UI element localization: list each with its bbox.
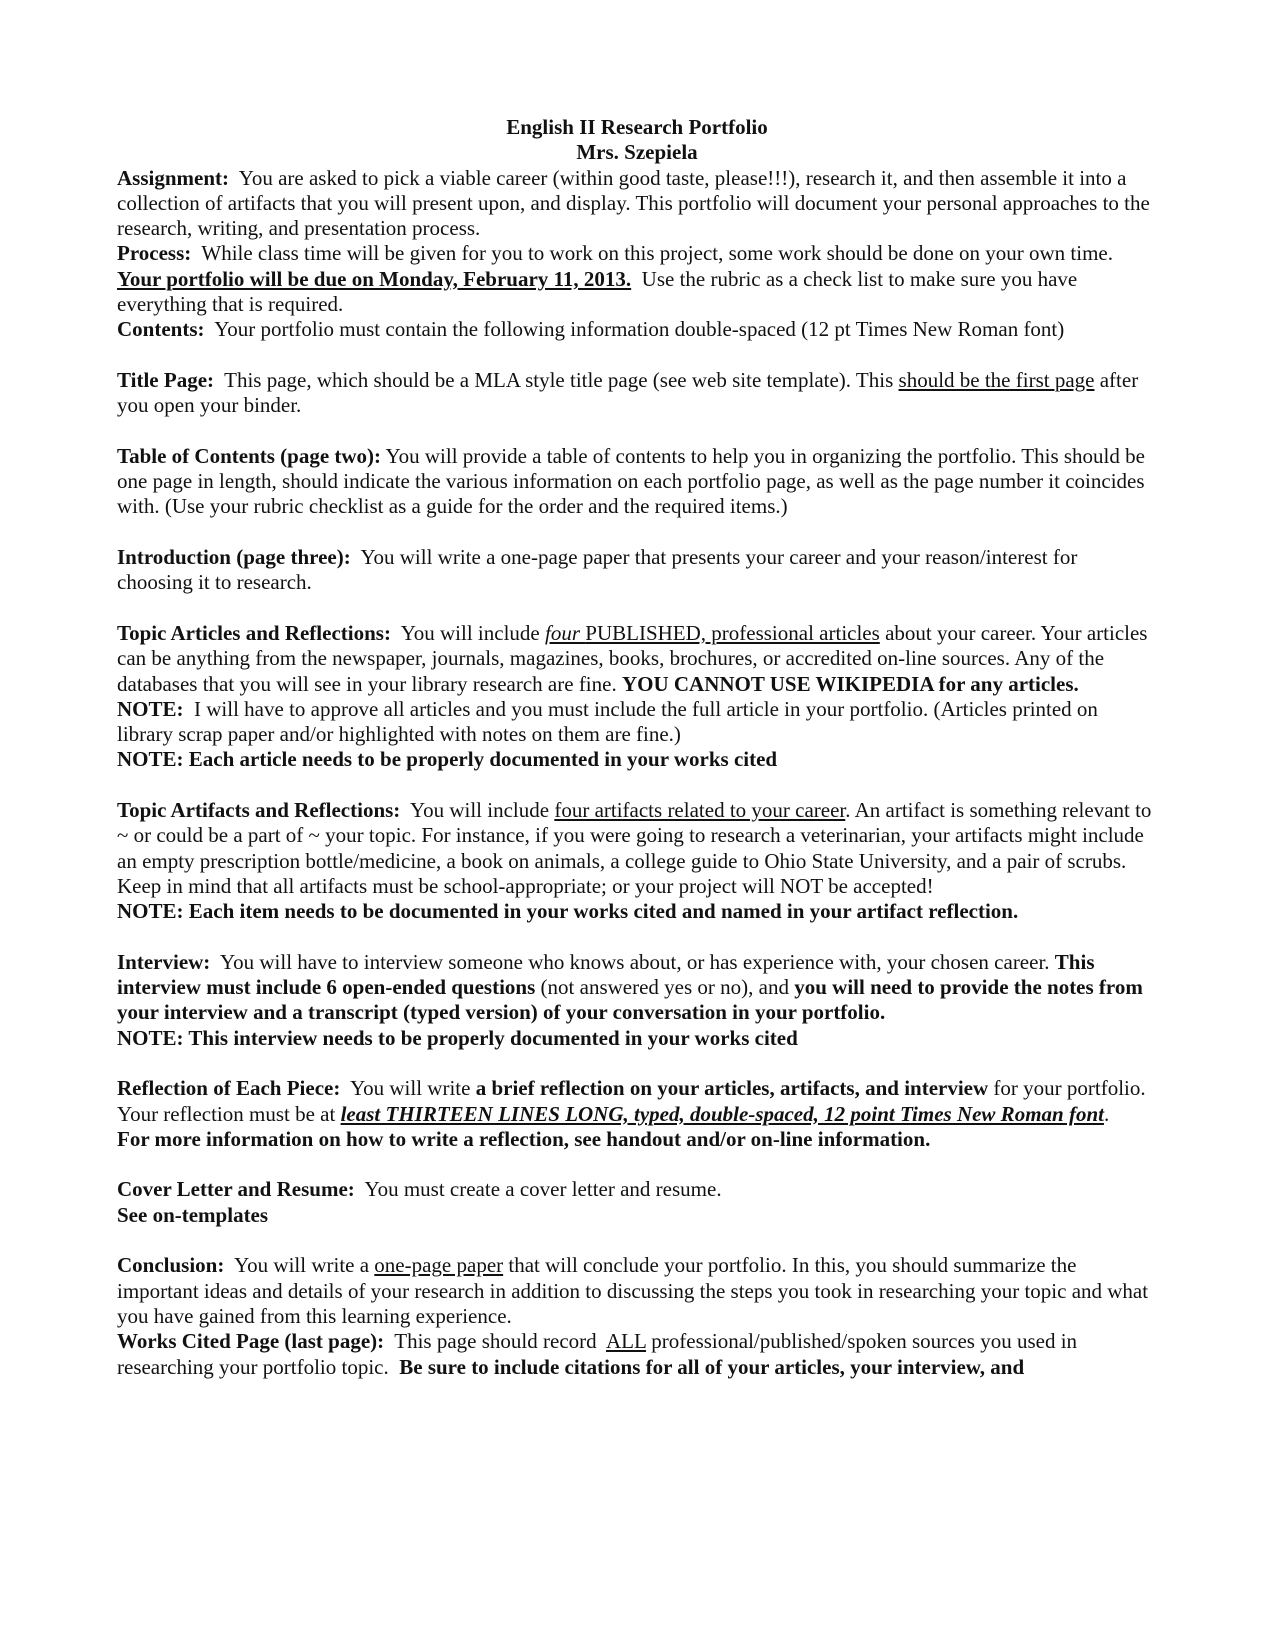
conclusion-label: Conclusion: [117,1253,225,1278]
title-page-underline: should be the first page [898,367,1095,392]
articles-note-2: NOTE: Each article needs to be properly documented in your works cited [117,747,778,772]
reflection-emphasis: least THIRTEEN LINES LONG, typed, double-spaced, 12 point Times New Roman font [340,1101,1104,1126]
interview-text: You will have to interview someone who knows about, or has experience with, your chosen career. [220,949,1050,974]
artifacts-label: Topic Artifacts and Reflections: [117,798,401,823]
conclusion-underline: one-page paper [374,1253,504,1278]
articles-paragraph [117,621,1157,697]
spacer [117,773,1157,798]
spacer [117,596,1157,621]
contents-paragraph [117,317,1157,342]
artifacts-text-2: . An artifact is something relevant to ~ or could be a part of ~ your topic. For instance, if you were going to research a veterinarian, your artifacts might include an empty prescription bottle/medicine, a book on animals, a college guide to Ohio State University, and a pair of scrubs. Keep in mind that all artifacts must be school-appropriate; or your project will NOT be accepted! [117,798,1152,898]
process-text: While class time will be given for you to work on this project, some work should be done on your own time. [201,241,1113,266]
spacer [117,925,1157,950]
articles-underline-text: PUBLISHED, professional articles [585,620,880,645]
works-cited-underline: ALL [605,1329,647,1354]
spacer [117,343,1157,368]
reflection-more-info: For more information on how to write a reflection, see handout and/or on-line information. [117,1126,931,1151]
introduction-label: Introduction (page three): [117,545,351,570]
due-date: Your portfolio will be due on Monday, February 11, 2013. [117,266,632,291]
conclusion-text-2: that will conclude your portfolio. In this, you should summarize the important ideas and details of your research in addition to discussing the steps you took in researching your topic and what you have gained from this learning experience. [117,1253,1149,1328]
process-label: Process: [117,241,192,266]
articles-label: Topic Articles and Reflections: [117,620,391,645]
articles-text: You will include [400,620,540,645]
process-text-2: Use the rubric as a check list to make sure you have everything that is required. [117,266,1078,317]
interview-paragraph [117,950,1157,1026]
teacher-name: Mrs. Szepiela [576,140,698,165]
spacer [117,1228,1157,1253]
document-body [117,115,1157,1380]
reflection-paragraph [117,1076,1157,1127]
assignment-label: Assignment: [117,165,230,190]
articles-four: four [545,620,581,645]
introduction-paragraph [117,545,1157,596]
articles-text-2: about your career. Your articles can be anything from the newspaper, journals, magazines, books, brochures, or accredited on-line sources. Any of the databases that you will see in your library research are fine. [117,620,1148,696]
contents-text: Your portfolio must contain the following information double-spaced (12 pt Times New Roman font) [214,317,1065,342]
process-paragraph [117,241,1157,317]
title-page-paragraph [117,368,1157,419]
title-page-text: This page, which should be a MLA style title page (see web site template). This [224,367,894,392]
interview-label: Interview: [117,949,211,974]
document-title: English II Research Portfolio [506,115,768,139]
toc-paragraph [117,444,1157,520]
toc-label: Table of Contents (page two): [117,443,382,468]
artifacts-underline: four artifacts related to your career [554,798,846,823]
reflection-bold: a brief reflection on your articles, artifacts, and interview [475,1076,989,1101]
spacer [117,520,1157,545]
artifacts-text: You will include [410,798,550,823]
reflection-text-2: for your portfolio. Your reflection must be at [117,1076,1146,1126]
cover-paragraph [117,1177,1157,1202]
introduction-text: You will write a one-page paper that presents your career and your reason/interest for choosing it to research. [117,545,1078,595]
cover-text: You must create a cover letter and resume. [364,1177,722,1202]
works-cited-paragraph [117,1329,1157,1380]
toc-text: You will provide a table of contents to help you in organizing the portfolio. This should be one page in length, should indicate the various information on each portfolio page, as well as the page number it coincides with. (Use your rubric checklist as a guide for the order and the required items.) [117,443,1145,519]
wikipedia-warning: YOU CANNOT USE WIKIPEDIA for any articles. [621,671,1079,696]
artifacts-paragraph [117,798,1157,899]
interview-text-2: (not answered yes or no), and [540,975,789,1000]
reflection-end: . [1103,1101,1110,1126]
works-cited-bold: Be sure to include citations for all of your articles, your interview, and [399,1354,1025,1379]
articles-note-text: I will have to approve all articles and you must include the full article in your portfolio. (Articles printed on library scrap paper and/or highlighted with notes on them are fine.) [117,696,1098,747]
works-cited-text-2: professional/published/spoken sources you used in researching your portfolio topic. [117,1329,1078,1379]
cover-see-templates: See on-templates [117,1202,269,1227]
cover-label: Cover Letter and Resume: [117,1177,355,1202]
assignment-text: You are asked to pick a viable career (within good taste, please!!!), research it, and then assemble it into a collection of artifacts that you will present upon, and display. This portfolio will document your personal approaches to the research, writing, and presentation process. [117,165,1150,241]
interview-bold: This interview must include 6 open-ended questions [117,949,1095,1000]
spacer [117,1152,1157,1177]
interview-bold-2: you will need to provide the notes from your interview and a transcript (typed version) of your conversation in your portfolio. [117,975,1143,1025]
spacer [117,1051,1157,1076]
artifacts-note: NOTE: Each item needs to be documented in your works cited and named in your artifact reflection. [117,899,1019,924]
spacer [117,419,1157,444]
works-cited-text: This page should record [394,1329,597,1354]
conclusion-paragraph [117,1253,1157,1329]
assignment-paragraph [117,166,1157,242]
title-page-text-2: after you open your binder. [117,367,1139,418]
articles-underline [545,621,880,645]
title-page-label: Title Page: [117,367,215,392]
contents-label: Contents: [117,317,205,342]
reflection-text: You will write [350,1076,471,1101]
reflection-label: Reflection of Each Piece: [117,1076,341,1101]
works-cited-label: Works Cited Page (last page): [117,1329,385,1354]
conclusion-text: You will write a [234,1253,370,1278]
note-label: NOTE: [117,696,184,721]
interview-note: NOTE: This interview needs to be properly documented in your works cited [117,1025,798,1050]
articles-note-1 [117,697,1157,748]
